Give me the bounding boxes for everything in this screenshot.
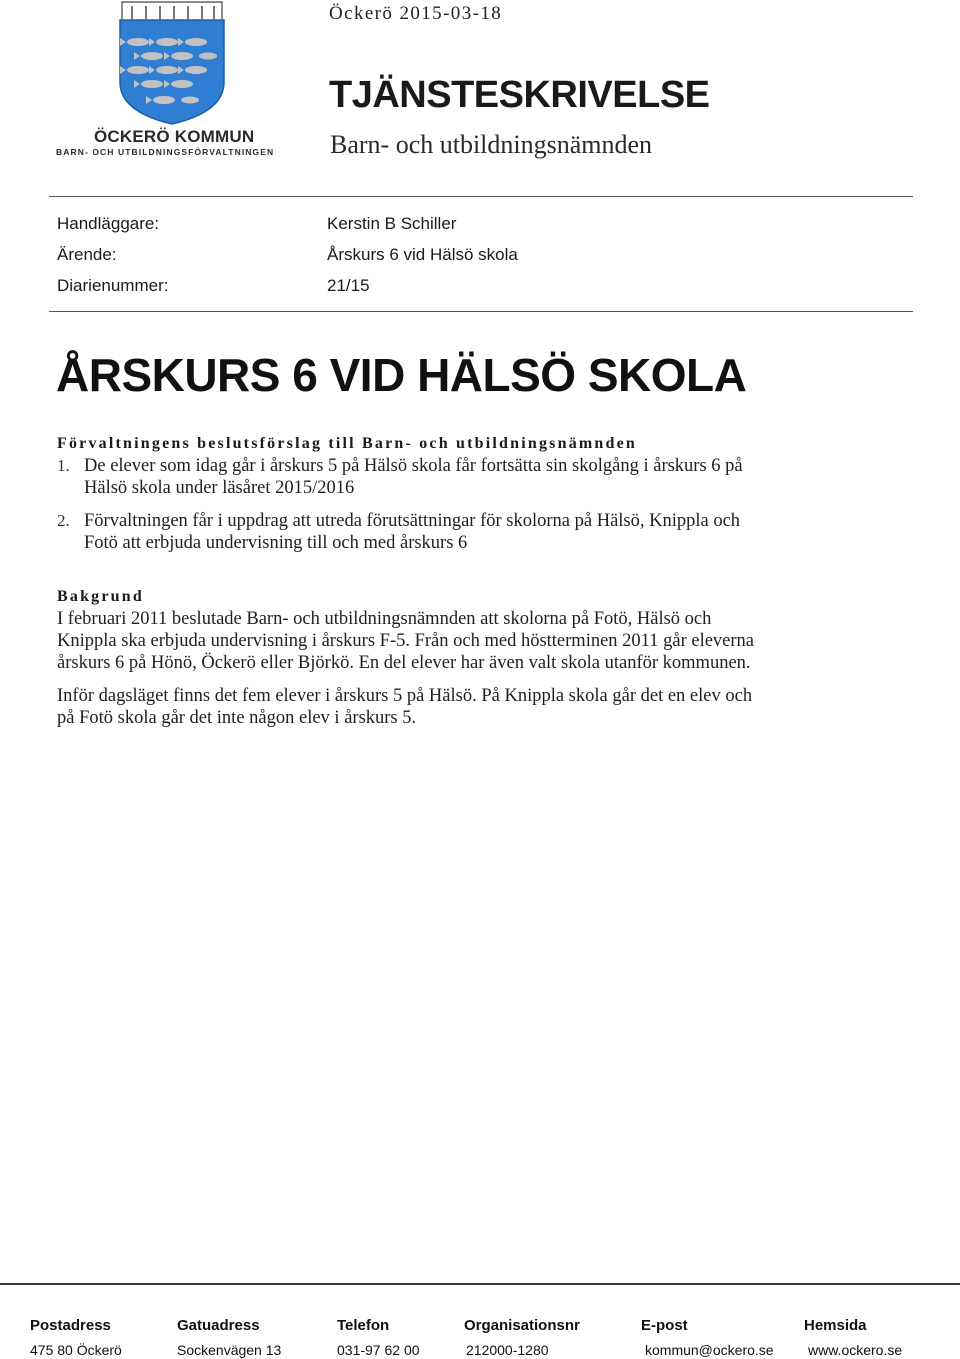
proposal-item-text: Fotö att erbjuda undervisning till och med årskurs 6 (84, 533, 468, 553)
proposal-item-text: Hälsö skola under läsåret 2015/2016 (84, 478, 355, 498)
footer-label-hemsida: Hemsida (804, 1317, 867, 1334)
proposal-item-number: 2. (57, 511, 70, 530)
background-paragraph-line: årskurs 6 på Hönö, Öckerö eller Björkö. En del elever har även valt skola utanför kommunen. (57, 653, 751, 673)
meta-label-handlaggare: Handläggare: (57, 214, 160, 233)
divider-meta (49, 311, 913, 312)
background-heading: Bakgrund (57, 588, 144, 605)
background-paragraph-line: Inför dagsläget finns det fem elever i årskurs 5 på Hälsö. På Knippla skola går det en elev och (57, 686, 753, 706)
document-date: Öckerö 2015-03-18 (329, 3, 503, 24)
footer-label-gatuadress: Gatuadress (177, 1317, 260, 1334)
proposal-item-text: Förvaltningen får i uppdrag att utreda förutsättningar för skolorna på Hälsö, Knippla och (84, 511, 741, 531)
proposal-item-number: 1. (57, 456, 70, 475)
footer-value-hemsida[interactable]: www.ockero.se (808, 1342, 903, 1358)
logo-name: ÖCKERÖ KOMMUN (94, 127, 255, 146)
footer-label-telefon: Telefon (337, 1317, 390, 1334)
meta-value-diarienummer: 21/15 (327, 276, 370, 295)
footer-value-organisationsnr: 212000-1280 (466, 1342, 549, 1358)
footer-value-gatuadress: Sockenvägen 13 (177, 1342, 282, 1358)
divider-top (49, 196, 913, 197)
background-paragraph-line: Knippla ska erbjuda undervisning i årskurs F-5. Från och med höstterminen 2011 går eleverna (57, 631, 755, 651)
footer-divider (0, 1283, 960, 1285)
department-name: Barn- och utbildningsnämnden (330, 130, 653, 159)
footer-label-organisationsnr: Organisationsnr (464, 1317, 580, 1334)
background-paragraph-line: I februari 2011 beslutade Barn- och utbildningsnämnden att skolorna på Fotö, Hälsö och (57, 609, 712, 629)
proposal-heading: Förvaltningens beslutsförslag till Barn- och utbildningsnämnden (57, 435, 638, 452)
footer-value-postadress: 475 80 Öckerö (30, 1342, 122, 1358)
proposal-item-text: De elever som idag går i årskurs 5 på Hälsö skola får fortsätta sin skolgång i årskurs 6 på (84, 456, 743, 476)
footer-value-epost[interactable]: kommun@ockero.se (645, 1342, 774, 1358)
meta-label-arende: Ärende: (57, 245, 117, 264)
footer-value-telefon: 031-97 62 00 (337, 1342, 420, 1358)
logo-subtitle: BARN- OCH UTBILDNINGSFÖRVALTNINGEN (56, 147, 275, 157)
document-type: TJÄNSTESKRIVELSE (329, 74, 710, 116)
background-paragraph-line: på Fotö skola går det inte någon elev i årskurs 5. (57, 708, 417, 728)
meta-value-arende: Årskurs 6 vid Hälsö skola (327, 245, 518, 264)
page-title: ÅRSKURS 6 VID HÄLSÖ SKOLA (56, 349, 747, 401)
footer-label-epost: E-post (641, 1317, 688, 1334)
meta-label-diarienummer: Diarienummer: (57, 276, 169, 295)
meta-value-handlaggare: Kerstin B Schiller (327, 214, 457, 233)
footer-label-postadress: Postadress (30, 1317, 111, 1334)
